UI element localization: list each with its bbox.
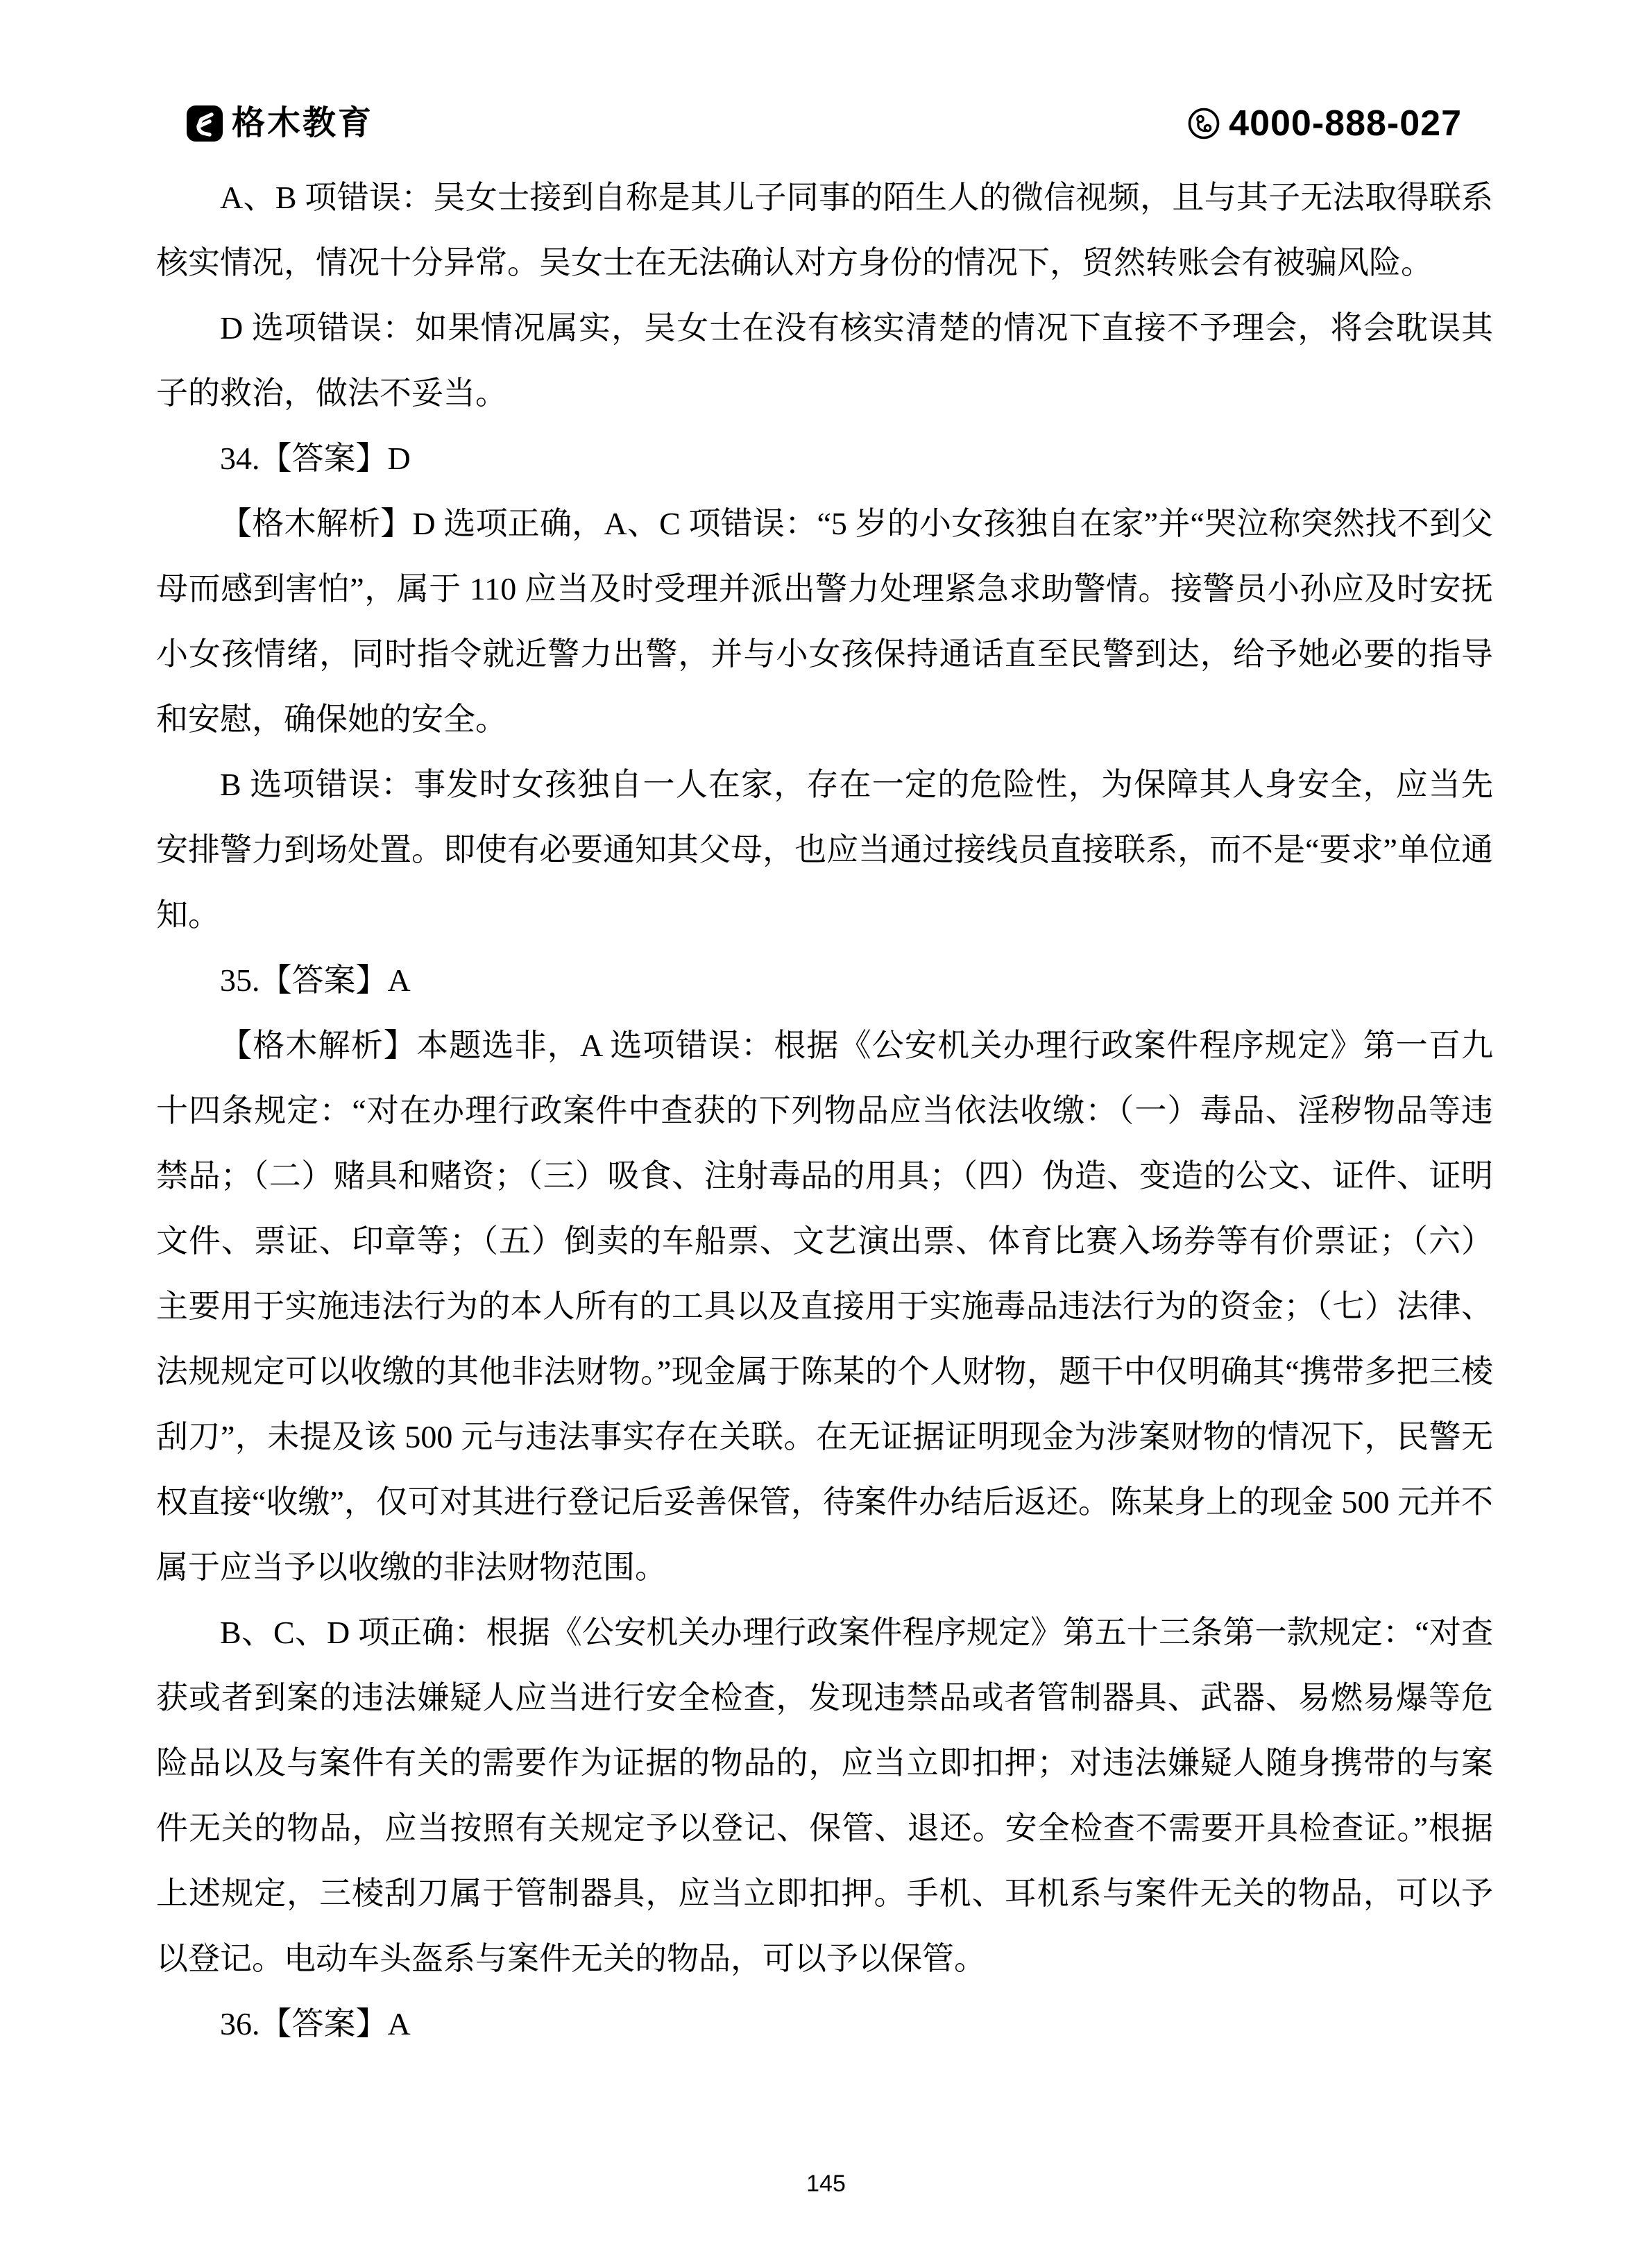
brand-logo [186, 105, 373, 142]
page-number: 145 [806, 2171, 846, 2197]
paragraph: D 选项错误：如果情况属实，吴女士在没有核实清楚的情况下直接不予理会，将会耽误其子的救治，做法不妥当。 [156, 310, 1493, 411]
paragraph: B、C、D 项正确：根据《公安机关办理行政案件程序规定》第五十三条第一款规定：“对查获或者到案的违法嫌疑人应当进行安全检查，发现违禁品或者管制器具、武器、易燃易爆等危险品以及与案件有关的需要作为证据的物品的，应当立即扣押；对违法嫌疑人随身携带的与案件无关的物品，应当按照有关规定予以登记、保管、退还。安全检查不需要开具检查证。”根据上述规定，三棱刮刀属于管制器具，应当立即扣押。手机、耳机系与案件无关的物品，可以予以登记。电动车头盔系与案件无关的物品，可以予以保管。 [156, 1615, 1493, 1976]
paragraph: A、B 项错误：吴女士接到自称是其儿子同事的陌生人的微信视频，且与其子无法取得联系核实情况，情况十分异常。吴女士在无法确认对方身份的情况下，贸然转账会有被骗风险。 [156, 180, 1493, 280]
paragraph: B 选项错误：事发时女孩独自一人在家，存在一定的危险性，为保障其人身安全，应当先安排警力到场处置。即使有必要通知其父母，也应当通过接线员直接联系，而不是“要求”单位通知。 [156, 767, 1493, 933]
gemu-logo-icon [186, 105, 223, 142]
phone-number: 4000-888-027 [1229, 103, 1462, 144]
paragraph: 【格木解析】本题选非，A 选项错误：根据《公安机关办理行政案件程序规定》第一百九十四条规定：“对在办理行政案件中查获的下列物品应当依法收缴：（一）毒品、淫秽物品等违禁品；（二）赌具和赌资；（三）吸食、注射毒品的用具；（四）伪造、变造的公文、证件、证明文件、票证、印章等；（五）倒卖的车船票、文艺演出票、体育比赛入场券等有价票证；（六）主要用于实施违法行为的本人所有的工具以及直接用于实施毒品违法行为的资金；（七）法律、法规规定可以收缴的其他非法财物。”现金属于陈某的个人财物，题干中仅明确其“携带多把三棱刮刀”，未提及该 500 元与违法事实存在关联。在无证据证明现金为涉案财物的情况下，民警无权直接“收缴”，仅可对其进行登记后妥善保管，待案件办结后返还。陈某身上的现金 500 元并不属于应当予以收缴的非法财物范围。 [156, 1028, 1493, 1585]
paragraph: 36.【答案】A [220, 2006, 411, 2041]
brand-name: 格木教育 [232, 105, 374, 142]
paragraph: 34.【答案】D [220, 441, 411, 476]
contact-phone [1187, 105, 1462, 142]
answer-text [156, 165, 1493, 2057]
phone-icon [1187, 107, 1220, 140]
page-header [186, 103, 1462, 144]
paragraph: 【格木解析】D 选项正确，A、C 项错误：“5 岁的小女孩独自在家”并“哭泣称突然找不到父母而感到害怕”，属于 110 应当及时受理并派出警力处理紧急求助警情。接警员小孙应及时安抚小女孩情绪，同时指令就近警力出警，并与小女孩保持通话直至民警到达，给予她必要的指导和安慰，确保她的安全。 [156, 506, 1493, 737]
paragraph: 35.【答案】A [220, 962, 411, 998]
